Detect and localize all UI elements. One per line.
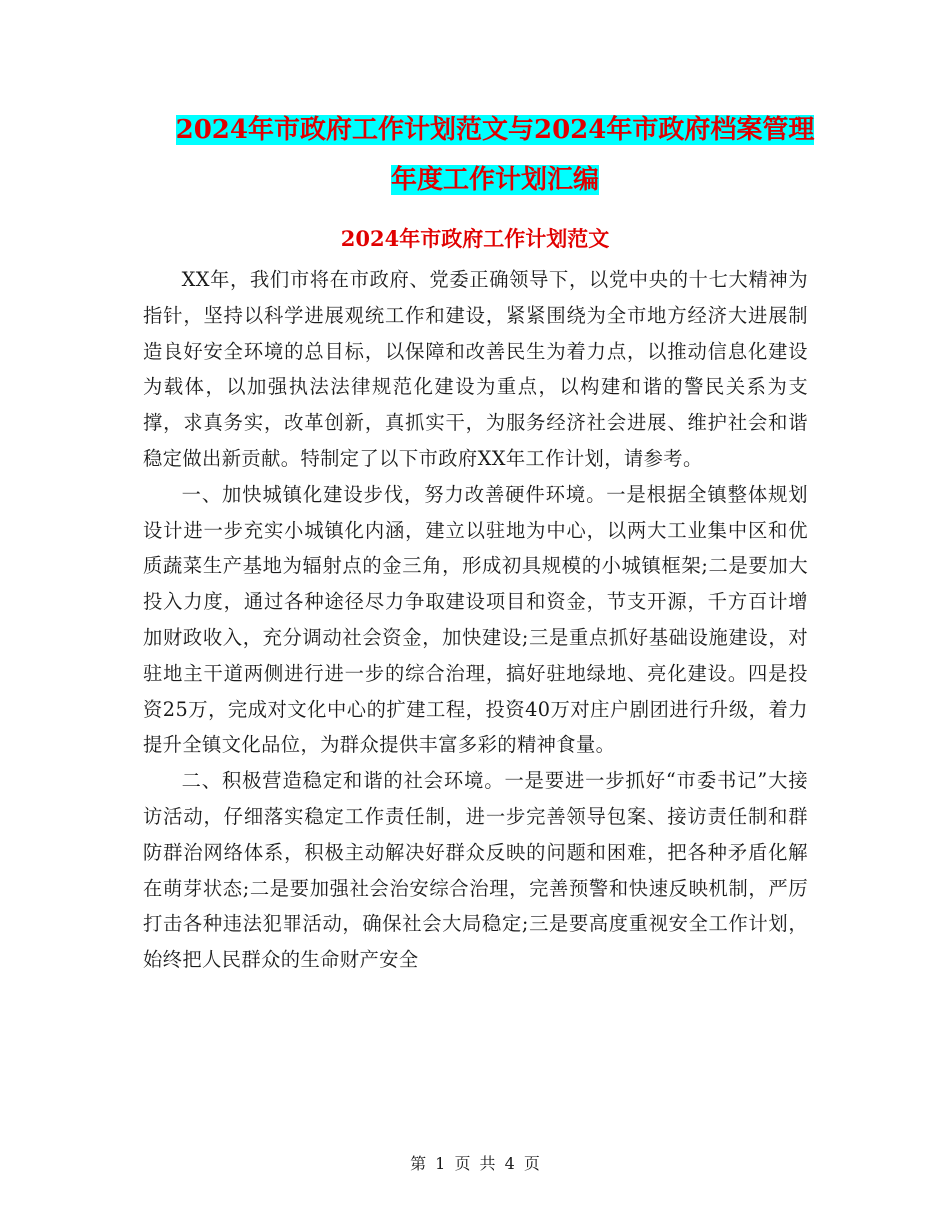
title-line-2: 年度工作计划汇编 [390,165,599,195]
paragraph-1: 一、加快城镇化建设步伐，努力改善硬件环境。一是根据全镇整体规划设计进一步充实小城镇化内涵，建立以驻地为中心，以两大工业集中区和优质蔬菜生产基地为辐射点的金三角，形成初具规模的小城镇框架;二是要加大投入力度，通过各种途径尽力争取建设项目和资金，节支开源，千方百计增加财政收入，充分调动社会资金，加快建设;三是重点抓好基础设施建设，对驻地主干道两侧进行进一步的综合治理，搞好驻地绿地、亮化建设。四是投资25万，完成对文化中心的扩建工程，投资40万对庄户剧团进行升级，着力提升全镇文化品位，为群众提供丰富多彩的精神食量。 [143,482,808,757]
section-title: 2024年市政府工作计划范文 [340,226,610,251]
title-line-1: 2024年市政府工作计划范文与2024年市政府档案管理 [175,115,815,145]
document-body [143,262,808,978]
paragraph-intro: XX年，我们市将在市政府、党委正确领导下，以党中央的十七大精神为指针，坚持以科学进展观统工作和建设，紧紧围绕为全市地方经济大进展制造良好安全环境的总目标，以保障和改善民生为着力点，以推动信息化建设为载体，以加强执法法律规范化建设为重点，以构建和谐的警民关系为支撑，求真务实，改革创新，真抓实干，为服务经济社会进展、维护社会和谐稳定做出新贡献。特制定了以下市政府XX年工作计划，请参考。 [143,268,808,470]
paragraph-2: 二、积极营造稳定和谐的社会环境。一是要进一步抓好“市委书记”大接访活动，仔细落实稳定工作责任制，进一步完善领导包案、接访责任制和群防群治网络体系，积极主动解决好群众反映的问题和困难，把各种矛盾化解在萌芽状态;二是要加强社会治安综合治理，完善预警和快速反映机制，严厉打击各种违法犯罪活动，确保社会大局稳定;三是要高度重视安全工作计划，始终把人民群众的生命财产安全 [143,769,808,972]
page-footer: 第 1 页 共 4 页 [410,1154,540,1173]
document-title [120,105,870,205]
